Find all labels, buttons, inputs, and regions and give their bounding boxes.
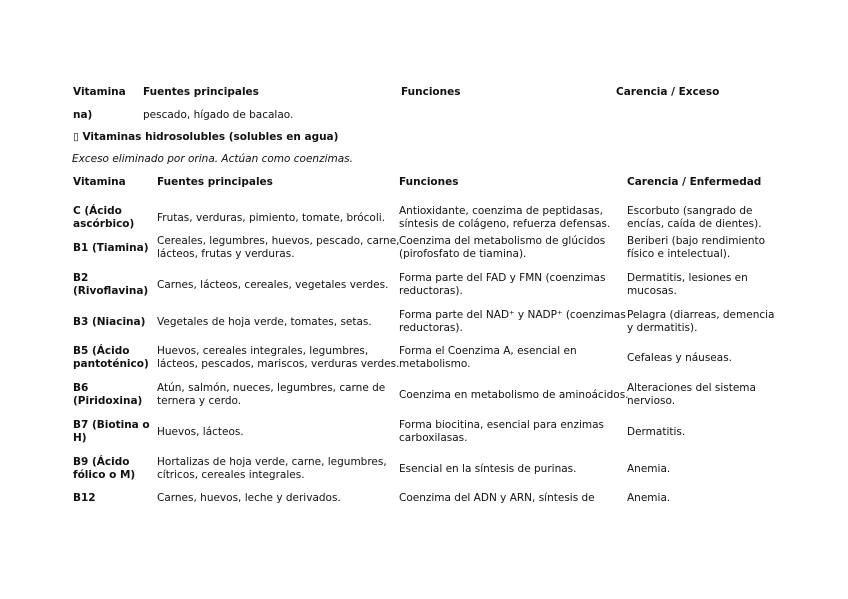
cell-functions: Antioxidante, coenzima de peptidasas,	[399, 205, 603, 217]
cell-sources: Vegetales de hoja verde, tomates, setas.	[157, 315, 372, 328]
cell-deficiency: encías, caída de dientes).	[627, 218, 762, 230]
cell-vitamin: C (Ácido	[73, 205, 122, 217]
cell-vitamin: B9 (Ácido	[73, 456, 130, 468]
header-fuentes: Fuentes principales	[157, 176, 273, 188]
cell-deficiency: y dermatitis).	[627, 322, 698, 334]
missing-glyph-icon: ▯	[73, 131, 79, 143]
cell-sources: Carnes, huevos, leche y derivados.	[157, 492, 341, 504]
cell-sources: ternera y cerdo.	[157, 395, 242, 407]
cell-functions: Forma el Coenzima A, esencial en	[399, 345, 577, 357]
cell-deficiency: Anemia.	[627, 492, 671, 504]
section-note: Exceso eliminado por orina. Actúan como coenzimas.	[72, 153, 353, 165]
top-header-vitamina: Vitamina	[73, 86, 126, 98]
cell-functions: (pirofosfato de tiamina).	[399, 248, 527, 260]
cell-sources: cítricos, cereales integrales.	[157, 469, 305, 481]
cell-functions: Coenzima del metabolismo de glúcidos	[399, 235, 606, 247]
top-header-carencia: Carencia / Exceso	[616, 86, 720, 98]
header-carencia: Carencia / Enfermedad	[627, 176, 762, 188]
cell-functions: Coenzima del ADN y ARN, síntesis de	[399, 492, 595, 504]
cell-sources: Cereales, legumbres, huevos, pescado, carne,	[157, 235, 400, 247]
cell-functions: metabolismo.	[399, 358, 471, 370]
header-vitamina: Vitamina	[73, 176, 126, 188]
cell-sources: Huevos, cereales integrales, legumbres,	[157, 345, 369, 357]
cell-sources: lácteos, frutas y verduras.	[157, 248, 295, 260]
cell-sources: Carnes, lácteos, cereales, vegetales verdes.	[157, 278, 389, 291]
cell-functions: Forma parte del NAD⁺ y NADP⁺ (coenzimas	[399, 309, 626, 321]
cell-vitamin: B6	[73, 382, 89, 394]
cell-vitamin: B1 (Tiamina)	[73, 241, 149, 254]
cell-deficiency: Dermatitis.	[627, 425, 686, 438]
cell-functions: reductoras).	[399, 285, 463, 297]
header-funciones: Funciones	[399, 176, 459, 188]
section-title: Vitaminas hidrosolubles (solubles en agua)	[82, 131, 339, 143]
cell-vitamin: B3 (Niacina)	[73, 315, 146, 328]
cell-sources: Huevos, lácteos.	[157, 425, 244, 438]
cell-sources: Atún, salmón, nueces, legumbres, carne de	[157, 382, 386, 394]
cell-vitamin: (Piridoxina)	[73, 395, 143, 407]
cell-sources: Hortalizas de hoja verde, carne, legumbres,	[157, 456, 387, 468]
cell-deficiency: Pelagra (diarreas, demencia	[627, 309, 775, 321]
cell-deficiency: nervioso.	[627, 395, 676, 407]
section-heading	[73, 131, 338, 144]
cell-vitamin: B2	[73, 272, 89, 284]
top-header-funciones: Funciones	[401, 86, 461, 98]
cell-deficiency: físico e intelectual).	[627, 248, 731, 260]
cell-vitamin: ascórbico)	[73, 218, 135, 230]
cell-deficiency: mucosas.	[627, 285, 677, 297]
cell-vitamin: pantoténico)	[73, 358, 149, 370]
top-row-sources: pescado, hígado de bacalao.	[143, 109, 294, 121]
cell-deficiency: Cefaleas y náuseas.	[627, 351, 733, 364]
cell-deficiency: Beriberi (bajo rendimiento	[627, 235, 766, 247]
cell-functions: Forma parte del FAD y FMN (coenzimas	[399, 272, 606, 284]
cell-vitamin: fólico o M)	[73, 469, 136, 481]
cell-vitamin: B12	[73, 492, 96, 504]
cell-deficiency: Escorbuto (sangrado de	[627, 205, 753, 217]
cell-deficiency: Anemia.	[627, 462, 671, 475]
cell-functions: reductoras).	[399, 322, 463, 334]
cell-vitamin: B7 (Biotina o	[73, 419, 150, 431]
top-header-fuentes: Fuentes principales	[143, 86, 259, 98]
top-row-vitamin: na)	[73, 109, 93, 121]
cell-sources: lácteos, pescados, mariscos, verduras verdes.	[157, 358, 400, 370]
cell-vitamin: (Rivoflavina)	[73, 285, 149, 297]
cell-functions: Coenzima en metabolismo de aminoácidos.	[399, 388, 629, 401]
cell-functions: Forma biocitina, esencial para enzimas	[399, 419, 605, 431]
cell-functions: síntesis de colágeno, refuerza defensas.	[399, 218, 611, 230]
cell-deficiency: Alteraciones del sistema	[627, 382, 756, 394]
cell-functions: Esencial en la síntesis de purinas.	[399, 462, 577, 475]
cell-sources: Frutas, verduras, pimiento, tomate, brócoli.	[157, 211, 386, 224]
cell-deficiency: Dermatitis, lesiones en	[627, 272, 748, 284]
cell-vitamin: H)	[73, 432, 87, 444]
cell-functions: carboxilasas.	[399, 432, 468, 444]
cell-vitamin: B5 (Ácido	[73, 345, 130, 357]
